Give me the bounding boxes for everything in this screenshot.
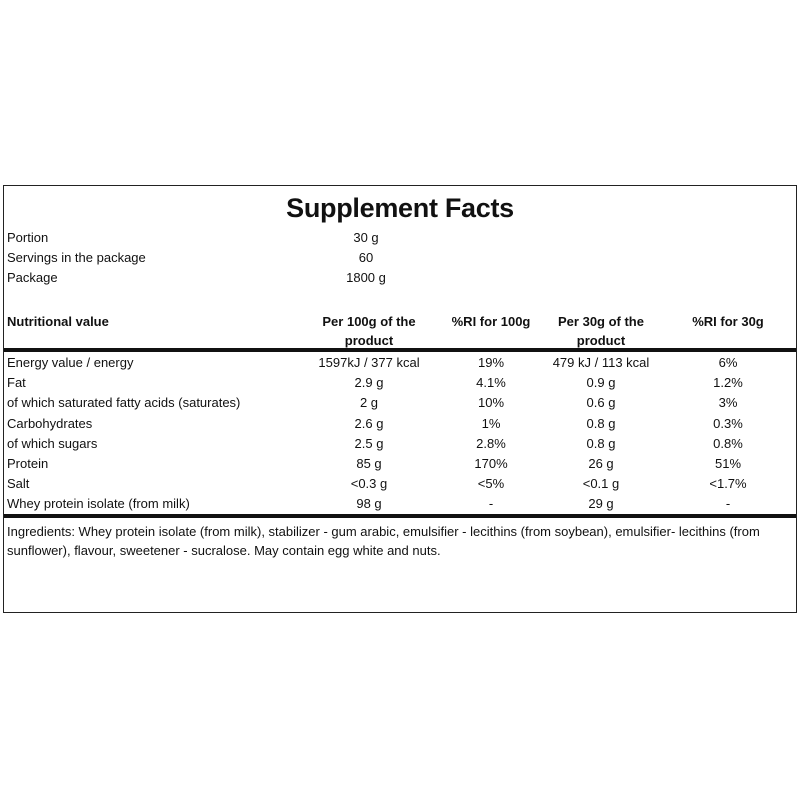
row-ri-100g: 19%	[477, 355, 505, 370]
row-name: Salt	[7, 476, 30, 492]
row-per-30g: 29 g	[588, 496, 614, 512]
row-name: Protein	[7, 455, 49, 471]
info-label: Servings in the package	[7, 250, 146, 265]
row-per-30g: 26 g	[588, 455, 614, 471]
row-ri-100g: 10%	[477, 395, 505, 411]
row-per-100g: 1597kJ / 377 kcal	[318, 355, 420, 370]
row-name: of which sugars	[7, 435, 98, 451]
table-row	[4, 414, 796, 434]
row-per-30g: 0.9 g	[586, 375, 616, 391]
row-per-30g: <0.1 g	[582, 476, 620, 492]
table-row	[4, 494, 796, 514]
row-per-100g: 2.6 g	[354, 415, 384, 431]
table-row	[4, 393, 796, 413]
row-per-100g: 2 g	[359, 395, 379, 411]
row-name: Fat	[7, 375, 26, 391]
info-value: 60	[358, 250, 374, 265]
row-per-100g: 98 g	[356, 496, 382, 512]
row-name: Energy value / energy	[7, 355, 134, 370]
row-per-30g: 0.6 g	[586, 395, 616, 411]
header-ri-100g: %RI for 100g	[451, 314, 531, 329]
row-ri-30g: 3%	[718, 395, 738, 411]
info-value: 1800 g	[346, 270, 386, 285]
row-ri-100g: <5%	[477, 476, 505, 492]
row-per-30g: 0.8 g	[586, 415, 616, 431]
row-ri-30g: 0.8%	[713, 435, 743, 451]
ingredients-text: Ingredients: Whey protein isolate (from milk), stabilizer - gum arabic, emulsifier - lecithins (from soybean), emulsifier- lecithins (from sunflower), flavour, sweetener - sucralose. May contain egg white and nuts.	[7, 524, 760, 558]
info-row-package	[4, 268, 796, 288]
table-row	[4, 474, 796, 494]
row-per-30g: 0.8 g	[586, 435, 616, 451]
table-top-rule	[4, 348, 796, 352]
row-ri-100g: 170%	[474, 455, 508, 471]
row-per-100g: <0.3 g	[350, 476, 388, 492]
row-ri-100g: 1%	[481, 415, 501, 431]
row-ri-30g: 0.3%	[713, 415, 743, 431]
table-row	[4, 373, 796, 393]
info-label: Portion	[7, 230, 49, 245]
nutrition-rows	[4, 353, 796, 515]
header-ri-30g: %RI for 30g	[692, 314, 764, 329]
row-ri-100g: 4.1%	[476, 375, 506, 391]
table-row	[4, 434, 796, 454]
table-row	[4, 454, 796, 474]
table-header	[4, 310, 796, 348]
row-per-100g: 2.9 g	[354, 375, 384, 391]
row-name: of which saturated fatty acids (saturates)	[7, 395, 241, 411]
info-row-portion	[4, 228, 796, 248]
table-row	[4, 353, 796, 373]
info-value: 30 g	[353, 230, 379, 245]
row-ri-100g: -	[488, 496, 494, 512]
row-ri-100g: 2.8%	[476, 435, 506, 451]
row-name: Carbohydrates	[7, 415, 93, 431]
supplement-facts-panel	[3, 185, 797, 613]
panel-title: Supplement Facts	[286, 193, 514, 223]
header-per-100g: Per 100g of the product	[322, 314, 416, 348]
row-ri-30g: 1.2%	[713, 375, 743, 391]
header-nutritional-value: Nutritional value	[7, 314, 109, 329]
row-per-30g: 479 kJ / 113 kcal	[552, 355, 650, 370]
row-name: Whey protein isolate (from milk)	[7, 496, 190, 512]
row-ri-30g: -	[725, 496, 731, 512]
row-per-100g: 2.5 g	[354, 435, 384, 451]
info-label: Package	[7, 270, 58, 285]
header-per-30g: Per 30g of the product	[558, 314, 644, 348]
row-ri-30g: 51%	[714, 455, 742, 471]
row-ri-30g: <1.7%	[709, 476, 747, 492]
row-per-100g: 85 g	[356, 455, 382, 471]
table-bottom-rule	[4, 514, 796, 518]
info-row-servings	[4, 248, 796, 268]
row-ri-30g: 6%	[718, 355, 738, 370]
